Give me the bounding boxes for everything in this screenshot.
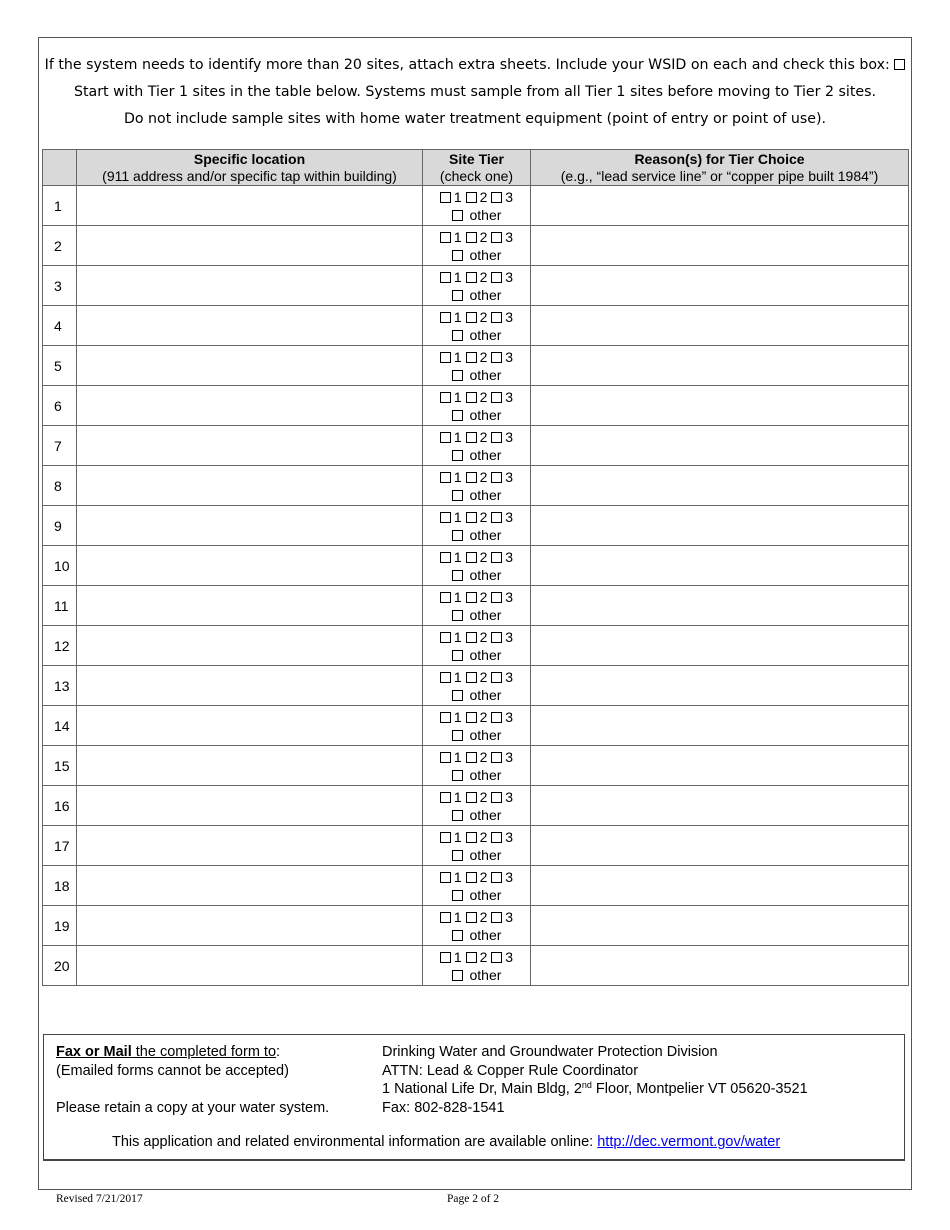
row-number: 12 <box>43 626 77 666</box>
tier-other-checkbox[interactable] <box>452 410 463 421</box>
site-tier-cell: 1 2 3 other <box>423 506 531 546</box>
site-tier-cell: 1 2 3 other <box>423 546 531 586</box>
tier-3-checkbox[interactable] <box>491 352 502 363</box>
reason-cell[interactable] <box>531 386 909 426</box>
tier-2-checkbox[interactable] <box>466 192 477 203</box>
tier-other-checkbox[interactable] <box>452 450 463 461</box>
table-row <box>43 386 909 426</box>
tier-2-checkbox[interactable] <box>466 232 477 243</box>
row-number: 18 <box>43 866 77 906</box>
tier-2-checkbox[interactable] <box>466 552 477 563</box>
reason-cell[interactable] <box>531 866 909 906</box>
row-number: 7 <box>43 426 77 466</box>
table-row <box>43 746 909 786</box>
table-row <box>43 866 909 906</box>
tier-1-checkbox[interactable] <box>440 592 451 603</box>
reason-cell[interactable] <box>531 546 909 586</box>
tier-1-checkbox[interactable] <box>440 432 451 443</box>
table-row <box>43 946 909 986</box>
site-tier-cell: 1 2 3 other <box>423 826 531 866</box>
table-row <box>43 346 909 386</box>
row-number: 1 <box>43 186 77 226</box>
tier-3-checkbox[interactable] <box>491 432 502 443</box>
reason-cell[interactable] <box>531 306 909 346</box>
specific-location-cell[interactable] <box>77 386 423 426</box>
reason-cell[interactable] <box>531 266 909 306</box>
tier-other-checkbox[interactable] <box>452 730 463 741</box>
tier-2-checkbox[interactable] <box>466 792 477 803</box>
site-tier-cell: 1 2 3 other <box>423 186 531 226</box>
site-tier-cell: 1 2 3 other <box>423 226 531 266</box>
reason-cell[interactable] <box>531 506 909 546</box>
row-number: 13 <box>43 666 77 706</box>
site-tier-cell: 1 2 3 other <box>423 306 531 346</box>
row-number: 17 <box>43 826 77 866</box>
tier-other-checkbox[interactable] <box>452 810 463 821</box>
tier-1-checkbox[interactable] <box>440 792 451 803</box>
tier-other-checkbox[interactable] <box>452 970 463 981</box>
tier-2-checkbox[interactable] <box>466 312 477 323</box>
specific-location-cell[interactable] <box>77 946 423 986</box>
site-tier-cell: 1 2 3 other <box>423 626 531 666</box>
specific-location-cell[interactable] <box>77 346 423 386</box>
tier-3-checkbox[interactable] <box>491 592 502 603</box>
site-tier-cell: 1 2 3 other <box>423 946 531 986</box>
site-tier-cell: 1 2 3 other <box>423 706 531 746</box>
table-row <box>43 826 909 866</box>
row-number: 5 <box>43 346 77 386</box>
tier-1-checkbox[interactable] <box>440 912 451 923</box>
tier-1-checkbox[interactable] <box>440 352 451 363</box>
reason-cell[interactable] <box>531 626 909 666</box>
reason-cell[interactable] <box>531 666 909 706</box>
table-row <box>43 266 909 306</box>
tier-3-checkbox[interactable] <box>491 312 502 323</box>
specific-location-cell[interactable] <box>77 466 423 506</box>
sample-sites-table <box>42 149 909 986</box>
dec-water-link[interactable]: http://dec.vermont.gov/water <box>597 1134 781 1150</box>
row-number: 6 <box>43 386 77 426</box>
tier-3-checkbox[interactable] <box>491 392 502 403</box>
tier-1-checkbox[interactable] <box>440 272 451 283</box>
tier-2-checkbox[interactable] <box>466 752 477 763</box>
site-tier-cell: 1 2 3 other <box>423 866 531 906</box>
tier-3-checkbox[interactable] <box>491 512 502 523</box>
specific-location-cell[interactable] <box>77 506 423 546</box>
tier-1-checkbox[interactable] <box>440 192 451 203</box>
tier-3-checkbox[interactable] <box>491 552 502 563</box>
mailing-address: 1 National Life Dr, Main Bldg, 2nd Floor, Montpelier VT 05620-3521 <box>382 1080 808 1097</box>
tier-other-checkbox[interactable] <box>452 490 463 501</box>
site-tier-cell: 1 2 3 other <box>423 746 531 786</box>
tier-3-checkbox[interactable] <box>491 872 502 883</box>
specific-location-cell[interactable] <box>77 666 423 706</box>
tier-other-checkbox[interactable] <box>452 890 463 901</box>
table-row <box>43 666 909 706</box>
instruction-line-2: Start with Tier 1 sites in the table below. Systems must sample from all Tier 1 sites before moving to Tier 2 sites. <box>73 84 877 100</box>
tier-1-checkbox[interactable] <box>440 632 451 643</box>
tier-1-checkbox[interactable] <box>440 712 451 723</box>
reason-cell[interactable] <box>531 706 909 746</box>
tier-other-checkbox[interactable] <box>452 330 463 341</box>
row-number: 8 <box>43 466 77 506</box>
online-info: This application and related environmental information are available online: http://dec.vermont.gov/water <box>112 1134 781 1150</box>
tier-2-checkbox[interactable] <box>466 472 477 483</box>
row-number: 16 <box>43 786 77 826</box>
instruction-line-1: If the system needs to identify more than 20 sites, attach extra sheets. Include your WSID on each and check this box: <box>0 52 950 79</box>
table-row <box>43 586 909 626</box>
tier-2-checkbox[interactable] <box>466 272 477 283</box>
tier-1-checkbox[interactable] <box>440 472 451 483</box>
tier-1-checkbox[interactable] <box>440 232 451 243</box>
tier-2-checkbox[interactable] <box>466 672 477 683</box>
table-row <box>43 706 909 746</box>
specific-location-cell[interactable] <box>77 186 423 226</box>
attn-line: ATTN: Lead & Copper Rule Coordinator <box>382 1063 639 1079</box>
reason-cell[interactable] <box>531 586 909 626</box>
tier-2-checkbox[interactable] <box>466 352 477 363</box>
reason-cell[interactable] <box>531 906 909 946</box>
tier-2-checkbox[interactable] <box>466 952 477 963</box>
tier-other-checkbox[interactable] <box>452 210 463 221</box>
specific-location-cell[interactable] <box>77 546 423 586</box>
specific-location-cell[interactable] <box>77 786 423 826</box>
location-header: Specific location (911 address and/or specific tap within building) <box>77 150 423 186</box>
row-number: 10 <box>43 546 77 586</box>
tier-2-checkbox[interactable] <box>466 712 477 723</box>
table-row <box>43 186 909 226</box>
revised-date: Revised 7/21/2017 <box>56 1193 143 1205</box>
site-tier-cell: 1 2 3 other <box>423 346 531 386</box>
reason-cell[interactable] <box>531 346 909 386</box>
tier-other-checkbox[interactable] <box>452 770 463 781</box>
tier-other-checkbox[interactable] <box>452 370 463 381</box>
table-row <box>43 626 909 666</box>
tier-other-checkbox[interactable] <box>452 570 463 581</box>
tier-other-checkbox[interactable] <box>452 850 463 861</box>
tier-2-checkbox[interactable] <box>466 632 477 643</box>
tier-2-checkbox[interactable] <box>466 592 477 603</box>
row-number: 14 <box>43 706 77 746</box>
tier-2-checkbox[interactable] <box>466 512 477 523</box>
tier-3-checkbox[interactable] <box>491 192 502 203</box>
tier-3-checkbox[interactable] <box>491 632 502 643</box>
reason-cell[interactable] <box>531 786 909 826</box>
tier-1-checkbox[interactable] <box>440 832 451 843</box>
specific-location-cell[interactable] <box>77 426 423 466</box>
tier-3-checkbox[interactable] <box>491 472 502 483</box>
site-tier-cell: 1 2 3 other <box>423 426 531 466</box>
site-tier-cell: 1 2 3 other <box>423 466 531 506</box>
retain-copy-note: Please retain a copy at your water system. <box>56 1100 330 1116</box>
tier-3-checkbox[interactable] <box>491 912 502 923</box>
site-tier-cell: 1 2 3 other <box>423 786 531 826</box>
tier-1-checkbox[interactable] <box>440 312 451 323</box>
specific-location-cell[interactable] <box>77 746 423 786</box>
table-row <box>43 306 909 346</box>
site-tier-header: Site Tier (check one) <box>423 150 531 186</box>
table-row <box>43 906 909 946</box>
row-number: 3 <box>43 266 77 306</box>
specific-location-cell[interactable] <box>77 706 423 746</box>
site-tier-cell: 1 2 3 other <box>423 906 531 946</box>
table-row <box>43 546 909 586</box>
site-tier-cell: 1 2 3 other <box>423 586 531 626</box>
page-number: Page 2 of 2 <box>447 1193 500 1205</box>
table-row <box>43 226 909 266</box>
table-row <box>43 506 909 546</box>
mail-instructions-box <box>43 1034 905 1161</box>
reason-cell[interactable] <box>531 426 909 466</box>
fax-number: Fax: 802-828-1541 <box>382 1100 505 1116</box>
tier-3-checkbox[interactable] <box>491 952 502 963</box>
instructions <box>0 52 950 133</box>
reason-cell[interactable] <box>531 826 909 866</box>
specific-location-cell[interactable] <box>77 866 423 906</box>
tier-other-checkbox[interactable] <box>452 530 463 541</box>
row-number: 20 <box>43 946 77 986</box>
reason-cell[interactable] <box>531 746 909 786</box>
tier-2-checkbox[interactable] <box>466 872 477 883</box>
tier-other-checkbox[interactable] <box>452 930 463 941</box>
tier-3-checkbox[interactable] <box>491 712 502 723</box>
reason-cell[interactable] <box>531 466 909 506</box>
tier-3-checkbox[interactable] <box>491 272 502 283</box>
specific-location-cell[interactable] <box>77 306 423 346</box>
division-name: Drinking Water and Groundwater Protection Division <box>382 1044 718 1060</box>
tier-2-checkbox[interactable] <box>466 392 477 403</box>
tier-other-checkbox[interactable] <box>452 690 463 701</box>
specific-location-cell[interactable] <box>77 226 423 266</box>
emailed-forms-note: (Emailed forms cannot be accepted) <box>56 1063 289 1079</box>
tier-3-checkbox[interactable] <box>491 792 502 803</box>
tier-1-checkbox[interactable] <box>440 672 451 683</box>
tier-3-checkbox[interactable] <box>491 232 502 243</box>
tier-2-checkbox[interactable] <box>466 912 477 923</box>
reason-cell[interactable] <box>531 186 909 226</box>
table-row <box>43 786 909 826</box>
tier-3-checkbox[interactable] <box>491 752 502 763</box>
specific-location-cell[interactable] <box>77 266 423 306</box>
tier-2-checkbox[interactable] <box>466 432 477 443</box>
row-number: 19 <box>43 906 77 946</box>
site-tier-cell: 1 2 3 other <box>423 266 531 306</box>
tier-other-checkbox[interactable] <box>452 650 463 661</box>
extra-sheets-checkbox[interactable] <box>894 59 905 70</box>
site-tier-cell: 1 2 3 other <box>423 666 531 706</box>
tier-1-checkbox[interactable] <box>440 872 451 883</box>
row-number: 2 <box>43 226 77 266</box>
row-number: 9 <box>43 506 77 546</box>
site-tier-cell: 1 2 3 other <box>423 386 531 426</box>
tier-3-checkbox[interactable] <box>491 672 502 683</box>
row-number-header <box>43 150 77 186</box>
reason-cell[interactable] <box>531 226 909 266</box>
row-number: 4 <box>43 306 77 346</box>
reason-cell[interactable] <box>531 946 909 986</box>
row-number: 15 <box>43 746 77 786</box>
tier-other-checkbox[interactable] <box>452 290 463 301</box>
tier-2-checkbox[interactable] <box>466 832 477 843</box>
instruction-line-3: Do not include sample sites with home water treatment equipment (point of entry or point of use). <box>123 111 827 127</box>
tier-other-checkbox[interactable] <box>452 250 463 261</box>
tier-1-checkbox[interactable] <box>440 392 451 403</box>
fax-or-mail-heading: Fax or Mail the completed form to: <box>56 1044 281 1060</box>
table-header-row <box>43 150 909 186</box>
tier-3-checkbox[interactable] <box>491 832 502 843</box>
specific-location-cell[interactable] <box>77 826 423 866</box>
tier-1-checkbox[interactable] <box>440 552 451 563</box>
specific-location-cell[interactable] <box>77 626 423 666</box>
table-row <box>43 426 909 466</box>
specific-location-cell[interactable] <box>77 906 423 946</box>
tier-1-checkbox[interactable] <box>440 952 451 963</box>
tier-1-checkbox[interactable] <box>440 752 451 763</box>
reason-header: Reason(s) for Tier Choice (e.g., “lead service line” or “copper pipe built 1984”) <box>531 150 909 186</box>
table-row <box>43 466 909 506</box>
specific-location-cell[interactable] <box>77 586 423 626</box>
row-number: 11 <box>43 586 77 626</box>
tier-other-checkbox[interactable] <box>452 610 463 621</box>
tier-1-checkbox[interactable] <box>440 512 451 523</box>
